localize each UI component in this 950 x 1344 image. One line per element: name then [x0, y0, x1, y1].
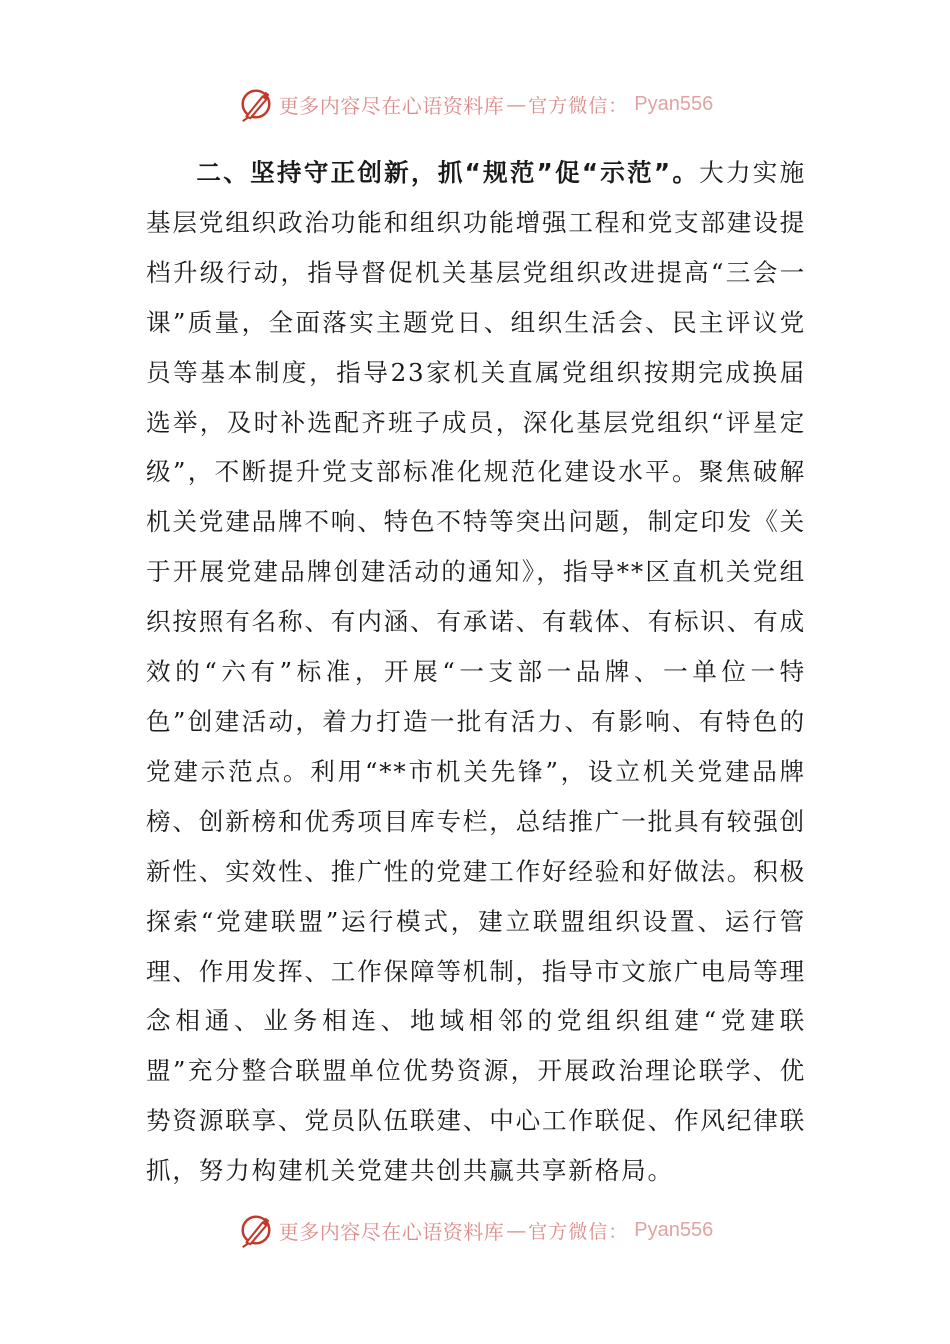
paragraph-text: 大力实施基层党组织政治功能和组织功能增强工程和党支部建设提档升级行动，指导督促机关基层党组织改进提高“三会一课”质量，全面落实主题党日、组织生活会、民主评议党员等基本制度，指导23家机关直属党组织按期完成换届选举，及时补选配齐班子成员，深化基层党组织“评星定级”，不断提升党支部标准化规范化建设水平。聚焦破解机关党建品牌不响、特色不特等突出问题，制定印发《关于开展党建品牌创建活动的通知》，指导**区直机关党组织按照有名称、有内涵、有承诺、有载体、有标识、有成效的“六有”标准，开展“一支部一品牌、一单位一特色”创建活动，着力打造一批有活力、有影响、有特色的党建示范点。利用“**市机关先锋”，设立机关党建品牌榜、创新榜和优秀项目库专栏，总结推广一批具有较强创新性、实效性、推广性的党建工作好经验和好做法。积极探索“党建联盟”运行模式，建立联盟组织设置、运行管理、作用发挥、工作保障等机制，指导市文旅广电局等理念相通、业务相连、地域相邻的党组织组建“党建联盟”充分整合联盟单位优势资源，开展政治理论联学、优势资源联享、党员队伍联建、中心工作联促、作风纪律联抓，努力构建机关党建共创共赢共享新格局。: [146, 158, 806, 1186]
banner-wechat-id: Pyan556: [634, 1218, 714, 1241]
pen-nib-logo-icon: [237, 85, 275, 123]
banner-wechat-id: Pyan556: [634, 92, 714, 115]
pen-nib-logo-icon: [237, 1211, 275, 1249]
banner-main-text: 更多内容尽在心语资料库: [278, 93, 505, 118]
banner-dash: —: [506, 1218, 527, 1242]
banner-wechat-label: 官方微信：: [528, 94, 629, 117]
footer-watermark-banner: [0, 1208, 950, 1252]
body-paragraph: [146, 148, 806, 1196]
banner-main-text: 更多内容尽在心语资料库: [278, 1219, 505, 1244]
banner-dash: —: [506, 92, 527, 116]
section-heading: 二、坚持守正创新，抓“规范”促“示范”。: [196, 158, 700, 187]
banner-wechat-label: 官方微信：: [528, 1220, 629, 1243]
header-watermark-banner: [0, 82, 950, 126]
